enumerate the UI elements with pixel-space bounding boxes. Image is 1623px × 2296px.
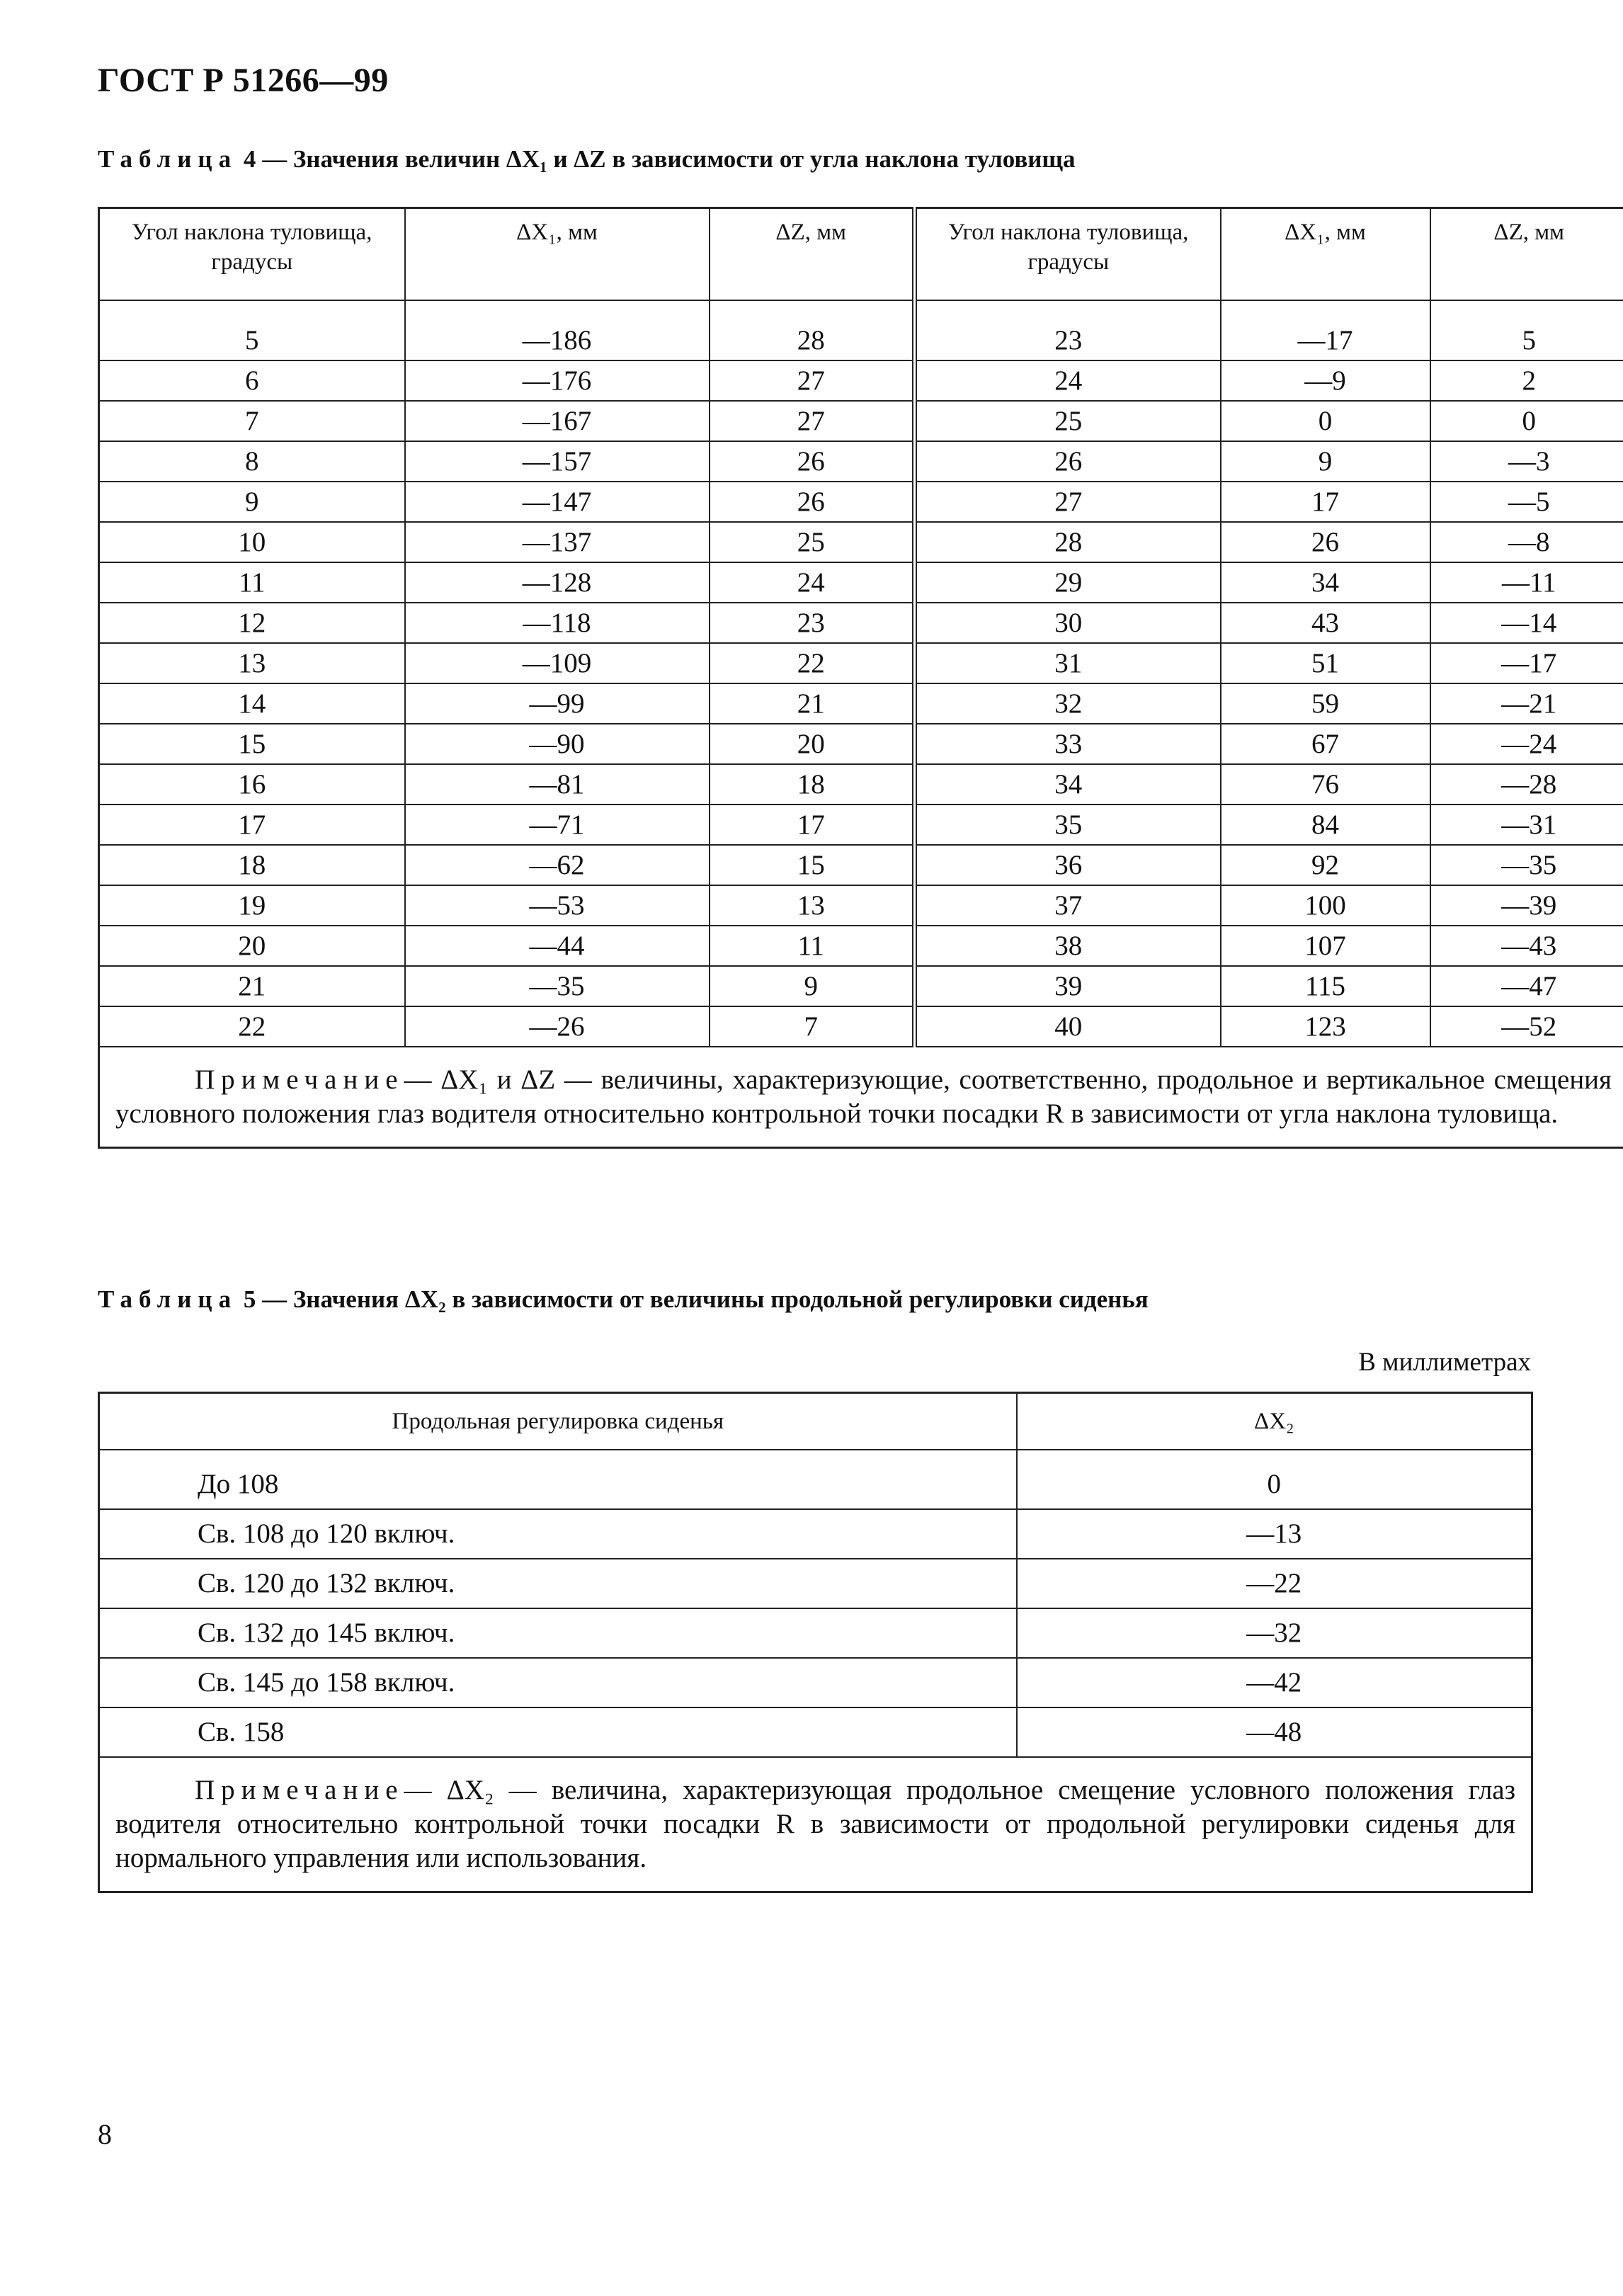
table4-row	[99, 966, 1623, 1006]
table4-cell: 35	[915, 805, 1221, 845]
table4-cell: —44	[405, 926, 710, 966]
table5-header-dx2: ΔX₂	[1017, 1393, 1532, 1450]
table5-note	[99, 1757, 1532, 1892]
table5-cell-dx2: —32	[1017, 1608, 1532, 1658]
table4-header-dz-right: ΔZ, мм	[1430, 208, 1623, 301]
table5-row	[99, 1608, 1532, 1658]
table4-row	[99, 683, 1623, 724]
table4-cell: 0	[1221, 401, 1430, 441]
table4-cell: 29	[915, 562, 1221, 603]
table4-header-row	[99, 208, 1623, 301]
page-number: 8	[98, 2118, 112, 2150]
table5-cell-adjustment: До 108	[99, 1450, 1017, 1509]
table4-cell: 7	[99, 401, 405, 441]
table4-header-dz-left: ΔZ, мм	[710, 208, 915, 301]
table4-cell: 24	[710, 562, 915, 603]
table5-caption-text: — Значения ΔX₂ в зависимости от величины продольной регулировки сиденья	[262, 1285, 1149, 1313]
table4-cell: —137	[405, 522, 710, 562]
table4-cell: 33	[915, 724, 1221, 764]
table4-cell: 23	[710, 603, 915, 643]
table4-cell: 123	[1221, 1006, 1430, 1047]
table4-row	[99, 522, 1623, 562]
table4-note	[99, 1047, 1623, 1148]
table4-cell: 13	[99, 643, 405, 683]
table4-cell: —21	[1430, 683, 1623, 724]
table4-cell: 37	[915, 885, 1221, 926]
table5-cell-dx2: 0	[1017, 1450, 1532, 1509]
table4-cell: —8	[1430, 522, 1623, 562]
table4-cell: 23	[915, 300, 1221, 360]
table4-cell: —17	[1430, 643, 1623, 683]
table4-cell: —71	[405, 805, 710, 845]
table4-cell: 18	[99, 845, 405, 885]
table4-row	[99, 603, 1623, 643]
table4-cell: —118	[405, 603, 710, 643]
table4	[98, 207, 1623, 1149]
table4-cell: —14	[1430, 603, 1623, 643]
table4-cell: 27	[710, 360, 915, 401]
table4-cell: —43	[1430, 926, 1623, 966]
table4-cell: —26	[405, 1006, 710, 1047]
table5-cell-adjustment: Св. 108 до 120 включ.	[99, 1509, 1017, 1559]
table4-cell: —90	[405, 724, 710, 764]
table4-cell: 7	[710, 1006, 915, 1047]
table4-cell: 20	[710, 724, 915, 764]
table4-cell: 0	[1430, 401, 1623, 441]
table5-cell-adjustment: Св. 120 до 132 включ.	[99, 1559, 1017, 1608]
table4-cell: —186	[405, 300, 710, 360]
table5-cell-adjustment: Св. 145 до 158 включ.	[99, 1658, 1017, 1707]
table4-cell: 67	[1221, 724, 1430, 764]
table4-cell: 19	[99, 885, 405, 926]
table4-cell: —99	[405, 683, 710, 724]
table4-cell: —53	[405, 885, 710, 926]
table4-note-label: Примечание	[195, 1064, 404, 1095]
table5-cell-adjustment: Св. 132 до 145 включ.	[99, 1608, 1017, 1658]
table4-cell: 22	[99, 1006, 405, 1047]
table4-row	[99, 482, 1623, 522]
table4-cell: —11	[1430, 562, 1623, 603]
table4-cell: 9	[710, 966, 915, 1006]
table4-row	[99, 300, 1623, 360]
table4-cell: —109	[405, 643, 710, 683]
table4-cell: 34	[915, 764, 1221, 805]
table5-cell-dx2: —48	[1017, 1707, 1532, 1757]
table4-cell: —62	[405, 845, 710, 885]
table4-cell: 100	[1221, 885, 1430, 926]
table4-cell: —3	[1430, 441, 1623, 482]
table4-cell: 27	[915, 482, 1221, 522]
table4-cell: 25	[710, 522, 915, 562]
table5-note-label: Примечание	[195, 1775, 404, 1805]
table4-row	[99, 643, 1623, 683]
table4-cell: 17	[710, 805, 915, 845]
table4-cell: 13	[710, 885, 915, 926]
table4-row	[99, 885, 1623, 926]
table4-row	[99, 401, 1623, 441]
table4-cell: 28	[915, 522, 1221, 562]
table4-cell: 59	[1221, 683, 1430, 724]
table5	[98, 1392, 1533, 1893]
table4-caption	[98, 145, 1075, 174]
table4-cell: 9	[99, 482, 405, 522]
table4-cell: 8	[99, 441, 405, 482]
table4-cell: —167	[405, 401, 710, 441]
table5-note-text: — ΔX₂ — величина, характеризующая продольное смещение условного положения глаз водителя относительно контрольной точки посадки R в зависимости от продольной регулировки сиденья для нормального управления или использования.	[115, 1775, 1515, 1873]
table4-cell: 14	[99, 683, 405, 724]
table4-cell: 84	[1221, 805, 1430, 845]
table4-row	[99, 1006, 1623, 1047]
table4-cell: 20	[99, 926, 405, 966]
table5-row	[99, 1509, 1532, 1559]
table4-cell: 27	[710, 401, 915, 441]
table4-cell: 10	[99, 522, 405, 562]
table4-cell: 107	[1221, 926, 1430, 966]
table4-cell: —157	[405, 441, 710, 482]
table4-cell: 6	[99, 360, 405, 401]
document-id: ГОСТ Р 51266—99	[98, 62, 389, 99]
table4-cell: 9	[1221, 441, 1430, 482]
table4-caption-text: — Значения величин ΔX₁ и ΔZ в зависимости от угла наклона туловища	[262, 145, 1076, 173]
table5-caption-label: Таблица	[98, 1285, 238, 1313]
table4-cell: 24	[915, 360, 1221, 401]
table4-cell: 34	[1221, 562, 1430, 603]
table4-cell: —176	[405, 360, 710, 401]
table4-cell: 51	[1221, 643, 1430, 683]
table4-cell: 26	[915, 441, 1221, 482]
table4-cell: 92	[1221, 845, 1430, 885]
table4-cell: 40	[915, 1006, 1221, 1047]
table4-header-angle-right: Угол наклона туловища, градусы	[915, 208, 1221, 301]
table4-cell: 17	[1221, 482, 1430, 522]
table5-row	[99, 1450, 1532, 1509]
table4-cell: 25	[915, 401, 1221, 441]
table4-cell: 5	[99, 300, 405, 360]
table4-row	[99, 441, 1623, 482]
table4-cell: 28	[710, 300, 915, 360]
table4-cell: —52	[1430, 1006, 1623, 1047]
table5-cell-dx2: —13	[1017, 1509, 1532, 1559]
table4-cell: 17	[99, 805, 405, 845]
table4-cell: 36	[915, 845, 1221, 885]
table5-cell-dx2: —22	[1017, 1559, 1532, 1608]
table5-header-adjustment: Продольная регулировка сиденья	[99, 1393, 1017, 1450]
table4-cell: 2	[1430, 360, 1623, 401]
table4-note-text: — ΔX₁ и ΔZ — величины, характеризующие, соответственно, продольное и вертикальное смещения условного положения глаз водителя относительно контрольной точки посадки R в зависимости от угла наклона туловища.	[115, 1064, 1612, 1129]
table4-cell: 12	[99, 603, 405, 643]
table5-caption	[98, 1285, 1149, 1314]
table4-cell: 15	[710, 845, 915, 885]
table5-cell-adjustment: Св. 158	[99, 1707, 1017, 1757]
table4-cell: —35	[405, 966, 710, 1006]
table4-cell: —5	[1430, 482, 1623, 522]
table4-cell: 31	[915, 643, 1221, 683]
table4-cell: 76	[1221, 764, 1430, 805]
table4-cell: 26	[1221, 522, 1430, 562]
table4-cell: 115	[1221, 966, 1430, 1006]
table4-cell: —39	[1430, 885, 1623, 926]
table5-row	[99, 1658, 1532, 1707]
table4-header-dx-right: ΔX₁, мм	[1221, 208, 1430, 301]
table5-unit-note: В миллиметрах	[1358, 1348, 1531, 1377]
table4-cell: 38	[915, 926, 1221, 966]
table4-row	[99, 926, 1623, 966]
table4-cell: 16	[99, 764, 405, 805]
table4-cell: —31	[1430, 805, 1623, 845]
table4-cell: 30	[915, 603, 1221, 643]
table4-cell: 26	[710, 441, 915, 482]
table4-caption-number: 4	[243, 145, 256, 173]
table4-cell: —35	[1430, 845, 1623, 885]
table4-header-angle-left: Угол наклона туловища, градусы	[99, 208, 405, 301]
table4-cell: —9	[1221, 360, 1430, 401]
table4-cell: 26	[710, 482, 915, 522]
table4-cell: 15	[99, 724, 405, 764]
table4-cell: 32	[915, 683, 1221, 724]
table5-caption-number: 5	[243, 1285, 256, 1313]
table4-cell: 21	[710, 683, 915, 724]
table4-row	[99, 764, 1623, 805]
table4-row	[99, 360, 1623, 401]
table4-cell: 39	[915, 966, 1221, 1006]
table4-cell: 5	[1430, 300, 1623, 360]
table4-cell: —47	[1430, 966, 1623, 1006]
table4-cell: 21	[99, 966, 405, 1006]
table4-cell: 11	[710, 926, 915, 966]
table4-cell: —24	[1430, 724, 1623, 764]
table5-header-row	[99, 1393, 1532, 1450]
table4-cell: 18	[710, 764, 915, 805]
table4-row	[99, 562, 1623, 603]
table4-cell: —81	[405, 764, 710, 805]
table5-row	[99, 1559, 1532, 1608]
table5-cell-dx2: —42	[1017, 1658, 1532, 1707]
table4-cell: —28	[1430, 764, 1623, 805]
table4-cell: 43	[1221, 603, 1430, 643]
table4-cell: —17	[1221, 300, 1430, 360]
table5-row	[99, 1707, 1532, 1757]
table4-header-dx-left: ΔX₁, мм	[405, 208, 710, 301]
table4-cell: —147	[405, 482, 710, 522]
table4-row	[99, 845, 1623, 885]
table4-cell: 22	[710, 643, 915, 683]
table4-row	[99, 805, 1623, 845]
table4-caption-label: Таблица	[98, 145, 238, 173]
table4-cell: 11	[99, 562, 405, 603]
table4-cell: —128	[405, 562, 710, 603]
table4-row	[99, 724, 1623, 764]
